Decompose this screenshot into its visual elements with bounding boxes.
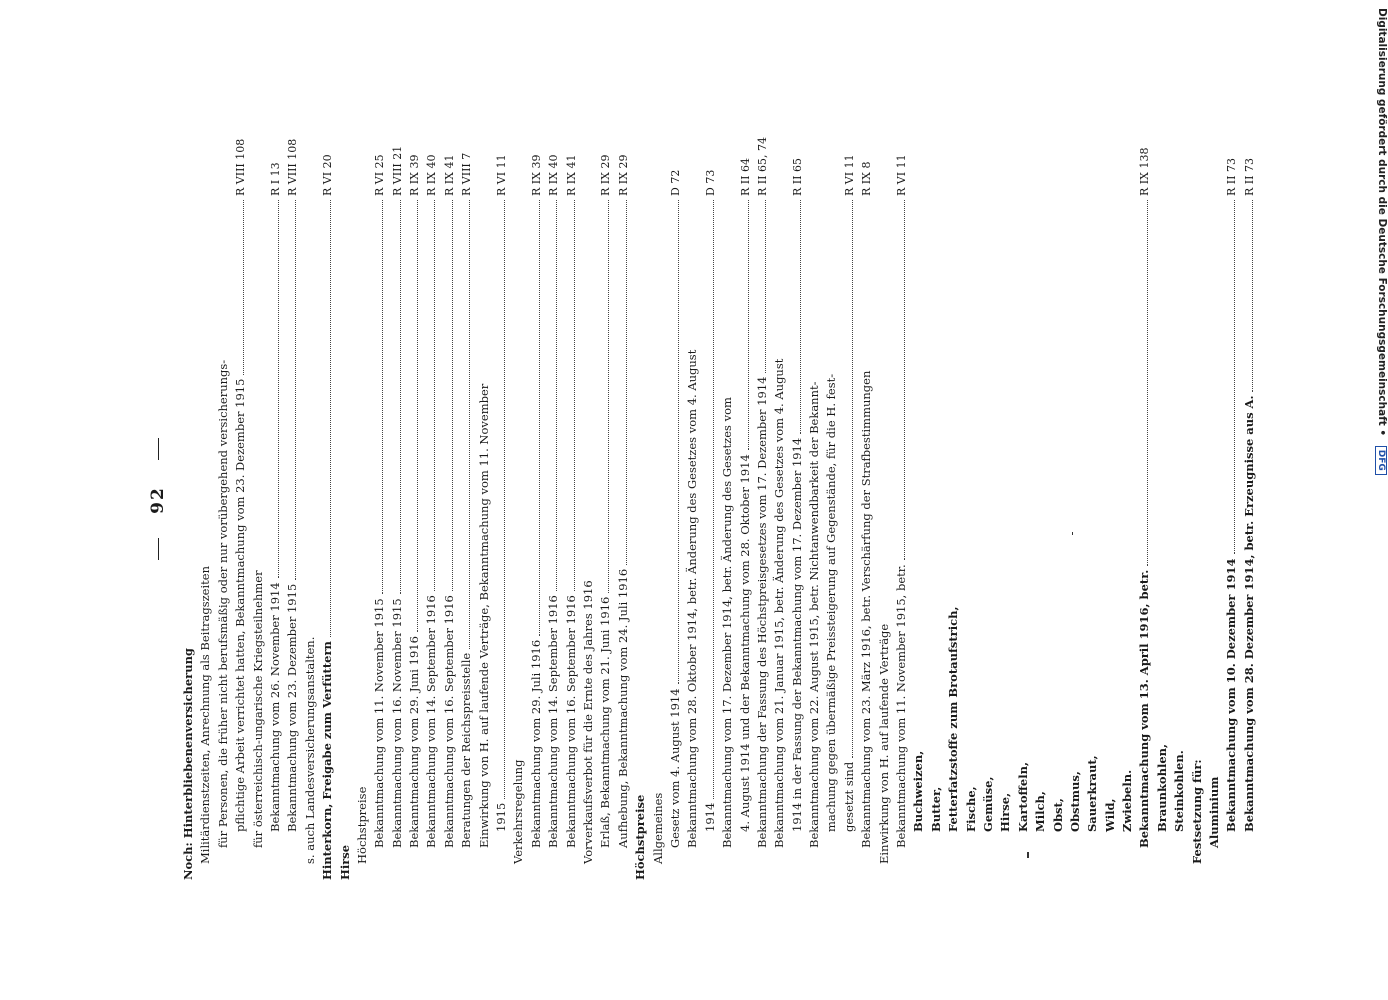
entry-reference: R IX 40: [425, 154, 439, 196]
entry-text: Kartoffeln,: [1015, 762, 1030, 832]
dot-leader: [451, 200, 453, 591]
scan-speck: [1027, 852, 1029, 858]
index-entry: [197, 120, 214, 880]
index-entry: [510, 120, 527, 880]
index-entry: [528, 120, 545, 880]
dfg-logo-icon: DFG: [1375, 446, 1387, 475]
page-header: [148, 120, 170, 880]
dot-leader: [921, 200, 922, 747]
index-entry: [1189, 120, 1206, 880]
entry-text: Hirse,: [998, 792, 1013, 832]
entry-text: Buchweizen,: [911, 750, 926, 832]
dot-leader: [1008, 200, 1009, 789]
index-entry: [650, 120, 667, 880]
index-entry: [1154, 120, 1171, 880]
index-entry: [980, 120, 997, 880]
dot-leader: [1251, 200, 1253, 392]
entry-text: Milch,: [1033, 791, 1048, 832]
entry-reference: R IX 138: [1138, 147, 1152, 196]
entry-text: machung gegen übermäßige Preissteigerung auf Gegenstände, für die H. fest-: [824, 373, 839, 832]
entry-reference: R VI 20: [321, 154, 335, 196]
index-entry: [597, 120, 614, 880]
entry-text: Bekanntmachung vom 29. Juni 1916: [407, 636, 422, 848]
index-entry: [771, 120, 788, 880]
dot-leader: [487, 200, 488, 380]
entry-text: Höchstpreise: [633, 794, 648, 880]
entry-text: Obstmus,: [1067, 771, 1082, 832]
entry-text: Bekanntmachung vom 14. September 1916: [546, 595, 561, 848]
entry-text: Wild,: [1102, 798, 1117, 832]
dot-leader: [294, 200, 296, 580]
entry-text: Hirse: [337, 844, 352, 880]
entry-text: Fische,: [963, 786, 978, 832]
dot-leader: [643, 200, 644, 791]
entry-text: Obst,: [1050, 798, 1065, 832]
dot-leader: [1217, 200, 1218, 773]
page-number: 92: [148, 486, 168, 514]
index-entry: [632, 120, 649, 880]
entry-text: Allgemeines: [650, 792, 665, 864]
entry-text: Bekanntmachung vom 23. März 1916, betr. Verschärfung der Strafbestimmungen: [859, 370, 874, 848]
index-entry: [1223, 120, 1240, 880]
entry-text: Bekanntmachung vom 26. November 1914: [267, 582, 282, 832]
entry-text: Einwirkung von H. auf laufende Verträge: [876, 623, 891, 864]
dot-leader: [851, 200, 853, 758]
index-entry: [858, 120, 875, 880]
dot-leader: [1078, 200, 1079, 767]
dot-leader: [1095, 200, 1096, 751]
header-dash-right: [158, 438, 159, 460]
index-entry: [337, 120, 354, 880]
entry-reference: R VIII 108: [286, 138, 300, 196]
index-entry: [1119, 120, 1136, 880]
entry-text: Bekanntmachung vom 29. Juli 1916: [528, 639, 543, 848]
entry-reference: R VIII 7: [460, 152, 474, 196]
entry-reference: R II 73: [1242, 158, 1256, 196]
dot-leader: [1200, 200, 1201, 755]
index-entry: [406, 120, 423, 880]
index-entry: [789, 120, 806, 880]
entry-text: 1915: [494, 802, 509, 832]
entry-text: Verkehrsregelung: [511, 759, 526, 864]
dot-leader: [782, 200, 783, 355]
index-entry: [1050, 120, 1067, 880]
dot-leader: [764, 200, 766, 373]
index-entry: [876, 120, 893, 880]
index-entry: [180, 120, 197, 880]
entry-reference: R II 65, 74: [755, 137, 769, 196]
index-entry: [1084, 120, 1101, 880]
entry-text: Bekanntmachung vom 23. Dezember 1915: [285, 583, 300, 832]
index-entries: [180, 120, 1258, 880]
dot-leader: [887, 200, 888, 620]
index-entry: [928, 120, 945, 880]
rotated-page: [148, 120, 1268, 880]
entry-reference: R VI 25: [373, 154, 387, 196]
entry-text: pflichtige Arbeit verrichtet hatten, Bekanntmachung vom 23. Dezember 1915: [233, 378, 248, 832]
index-entry: [302, 120, 319, 880]
entry-reference: D 73: [703, 169, 717, 196]
index-entry: [1015, 120, 1032, 880]
entry-reference: R VI 11: [495, 154, 509, 196]
index-entry: [1067, 120, 1084, 880]
entry-text: Fetterfatzstoffe zum Brotaufstrich,: [946, 606, 961, 832]
index-entry: [1032, 120, 1049, 880]
index-entry: [371, 120, 388, 880]
dot-leader: [468, 200, 470, 649]
dot-leader: [521, 200, 522, 756]
entry-reference: R VI 11: [842, 154, 856, 196]
entry-text: Erlaß, Bekanntmachung vom 21. Juni 1916: [598, 596, 613, 848]
dot-leader: [208, 200, 209, 562]
entry-text: 1914 in der Fassung der Bekanntmachung vom 17. Dezember 1914: [789, 437, 804, 832]
dot-leader: [226, 200, 227, 356]
dot-leader: [869, 200, 870, 367]
index-entry: [354, 120, 371, 880]
dot-leader: [903, 200, 905, 560]
entry-text: Vorverkaufsverbot für die Ernte des Jahres 1916: [580, 580, 595, 864]
index-entry: [997, 120, 1014, 880]
dot-leader: [1043, 200, 1044, 787]
index-entry: [284, 120, 301, 880]
entry-text: Gesetz vom 4. August 1914: [667, 688, 682, 848]
entry-text: Bekanntmachung der Fassung des Höchstpreisgesetzes vom 17. Dezember 1914: [754, 376, 769, 848]
index-entry: [423, 120, 440, 880]
index-entry: [215, 120, 232, 880]
index-entry: [441, 120, 458, 880]
dot-leader: [817, 200, 818, 377]
index-entry: [702, 120, 719, 880]
entry-reference: R IX 41: [564, 154, 578, 196]
entry-reference: R IX 29: [616, 154, 630, 196]
index-entry: [545, 120, 562, 880]
entry-text: Sauerkraut,: [1085, 755, 1100, 832]
dot-leader: [348, 200, 349, 841]
dot-leader: [329, 200, 331, 637]
entry-reference: R VIII 21: [390, 145, 404, 196]
entry-reference: R IX 8: [860, 161, 874, 196]
dot-leader: [261, 200, 262, 566]
dot-leader: [191, 200, 192, 644]
dot-leader: [625, 200, 627, 565]
dot-leader: [1130, 200, 1131, 766]
index-entry: [806, 120, 823, 880]
dot-leader: [1146, 200, 1148, 566]
entry-reference: R II 64: [738, 158, 752, 196]
dot-leader: [1026, 200, 1027, 758]
index-entry: [684, 120, 701, 880]
index-entry: [615, 120, 632, 880]
dot-leader: [1233, 200, 1235, 554]
index-entry: [1206, 120, 1223, 880]
entry-text: Bekanntmachung vom 13. April 1916, betr.: [1137, 569, 1152, 848]
index-entry: [232, 120, 249, 880]
dot-leader: [956, 200, 957, 603]
entry-reference: R IX 41: [442, 154, 456, 196]
entry-text: Bekanntmachung vom 16. November 1915: [389, 598, 404, 848]
dot-leader: [1182, 200, 1183, 746]
index-entry: [319, 120, 336, 880]
dot-leader: [381, 200, 383, 594]
entry-reference: R I 13: [268, 162, 282, 196]
index-entry: [563, 120, 580, 880]
entry-text: Steinkohlen.: [1172, 750, 1187, 832]
index-entry: [737, 120, 754, 880]
entry-text: Einwirkung von H. auf laufende Verträge, Bekanntmachung vom 11. November: [476, 383, 491, 848]
entry-reference: R VIII 108: [234, 138, 248, 196]
entry-reference: R VI 11: [895, 154, 909, 196]
dot-leader: [1113, 200, 1114, 795]
credit-separator: •: [1376, 425, 1388, 440]
entry-reference: R IX 39: [408, 154, 422, 196]
index-entry: [389, 120, 406, 880]
dot-leader: [277, 200, 279, 578]
entry-text: Aufhebung, Bekanntmachung vom 24. Juli 1916: [615, 568, 630, 848]
dot-leader: [974, 200, 975, 782]
entry-text: Bekanntmachung vom 11. November 1915: [372, 598, 387, 848]
entry-text: Bekanntmachung vom 16. September 1916: [441, 595, 456, 848]
index-entry: [754, 120, 771, 880]
entry-text: Aluminium: [1207, 776, 1222, 848]
entry-text: 1914: [702, 802, 717, 832]
dot-leader: [834, 200, 835, 370]
credit-text: Digitalisierung gefördert durch die Deutsche Forschungsgemeinschaft: [1376, 8, 1388, 426]
entry-text: Zwiebeln.: [1120, 769, 1135, 832]
entry-text: 4. August 1914 und der Bekanntmachung vom 28. Oktober 1914: [737, 454, 752, 832]
entry-text: Gemüse,: [980, 776, 995, 832]
entry-text: Bekanntmachung vom 14. September 1916: [424, 595, 439, 848]
entry-text: Bekanntmachung vom 21. Januar 1915, betr. Änderung des Gesetzes vom 4. August: [772, 358, 787, 848]
entry-text: Höchstpreise: [354, 786, 369, 864]
entry-reference: R II 73: [1225, 158, 1239, 196]
entry-text: Bekanntmachung vom 28. Dezember 1914, betr. Erzeugnisse aus A.: [1241, 395, 1256, 832]
entry-text: Butter,: [928, 786, 943, 832]
index-entry: [1241, 120, 1258, 880]
index-entry: [476, 120, 493, 880]
dot-leader: [1061, 200, 1062, 794]
entry-reference: D 72: [668, 169, 682, 196]
entry-text: Festsetzung für:: [1189, 759, 1204, 864]
index-entry: [458, 120, 475, 880]
dot-leader: [799, 200, 801, 434]
entry-reference: R IX 29: [599, 154, 613, 196]
index-entry: [667, 120, 684, 880]
index-entry: [493, 120, 510, 880]
digitization-credit: [1375, 8, 1388, 475]
dot-leader: [730, 200, 731, 393]
entry-reference: R IX 39: [529, 154, 543, 196]
dot-leader: [242, 200, 244, 375]
entry-reference: R IX 40: [547, 154, 561, 196]
entry-text: Beratungen der Reichspreisstelle: [459, 652, 474, 848]
entry-text: Noch: Hinterbliebenenversicherung: [181, 648, 195, 880]
index-entry: [945, 120, 962, 880]
dot-leader: [747, 200, 749, 450]
entry-text: Braunkohlen,: [1154, 743, 1169, 832]
index-entry: [580, 120, 597, 880]
dot-leader: [607, 200, 609, 593]
index-entry: [841, 120, 858, 880]
entry-text: Bekanntmachung vom 11. November 1915, betr.: [894, 564, 909, 848]
dot-leader: [365, 200, 366, 783]
index-entry: [1171, 120, 1188, 880]
dot-leader: [573, 200, 575, 591]
dot-leader: [503, 200, 505, 799]
dot-leader: [313, 200, 314, 633]
index-entry: [267, 120, 284, 880]
dot-leader: [695, 200, 696, 346]
entry-text: Bekanntmachung vom 17. Dezember 1914, betr. Änderung des Gesetzes vom: [720, 397, 735, 848]
entry-text: gesetzt sind: [841, 761, 856, 832]
entry-text: Bekanntmachung vom 10. Dezember 1914: [1224, 558, 1239, 832]
entry-text: Bekanntmachung vom 22. August 1915, betr. Nichtanwendbarkeit der Bekannt-: [807, 381, 822, 848]
index-entry: [719, 120, 736, 880]
index-entry: [1136, 120, 1153, 880]
entry-text: s. auch Landesversicherungsanstalten.: [302, 636, 317, 864]
index-entry: [250, 120, 267, 880]
index-entry: [963, 120, 980, 880]
entry-text: Bekanntmachung vom 16. September 1916: [563, 595, 578, 848]
index-entry: [1102, 120, 1119, 880]
dot-leader: [991, 200, 992, 773]
index-entry: [910, 120, 927, 880]
scan-speck: [1072, 532, 1073, 535]
dot-leader: [433, 200, 435, 591]
entry-reference: R II 65: [790, 158, 804, 196]
dot-leader: [399, 200, 401, 594]
dot-leader: [661, 200, 662, 789]
entry-text: Hinterkorn, Freigabe zum Verfüttern: [320, 641, 335, 880]
index-entry: [823, 120, 840, 880]
dot-leader: [416, 200, 418, 632]
entry-text: für Personen, die früher nicht berufsmäßig oder nur vorübergehend versicherungs-: [215, 359, 230, 848]
dot-leader: [538, 200, 540, 636]
dot-leader: [1165, 200, 1166, 740]
index-entry: [893, 120, 910, 880]
dot-leader: [555, 200, 557, 591]
dot-leader: [677, 200, 679, 684]
entry-text: Militärdienstzeiten, Anrechnung als Beitragszeiten: [198, 566, 213, 864]
dot-leader: [712, 200, 714, 799]
entry-text: für österreichisch-ungarische Kriegsteilnehmer: [250, 570, 265, 848]
entry-text: Bekanntmachung vom 28. Oktober 1914, betr. Änderung des Gesetzes vom 4. August: [685, 349, 700, 848]
dot-leader: [591, 200, 592, 576]
dot-leader: [939, 200, 940, 783]
